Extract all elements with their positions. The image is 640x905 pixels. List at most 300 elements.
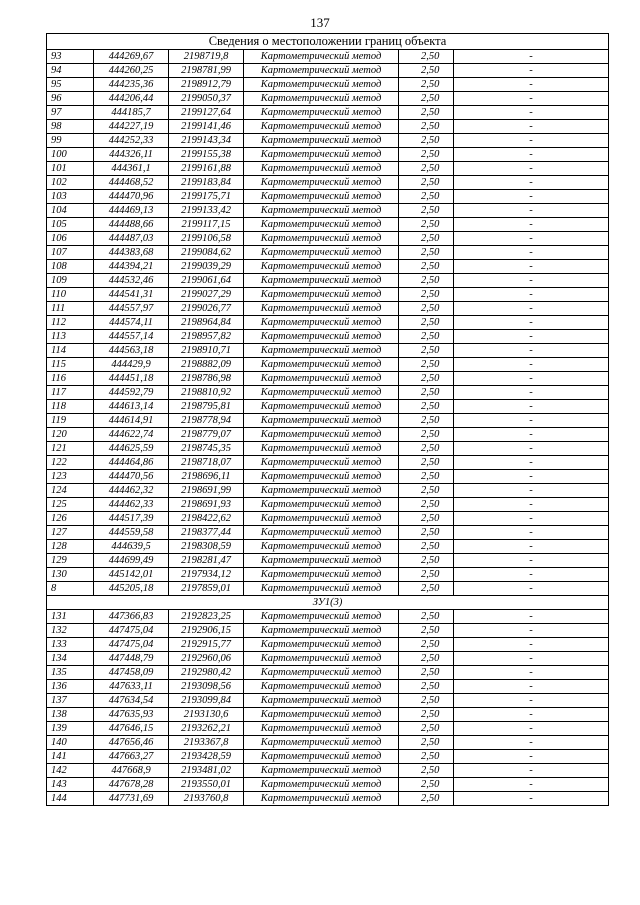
method-cell: Картометрический метод <box>244 568 399 582</box>
method-cell: Картометрический метод <box>244 526 399 540</box>
coord-x-cell: 444326,11 <box>94 148 169 162</box>
method-cell: Картометрический метод <box>244 50 399 64</box>
method-cell: Картометрический метод <box>244 78 399 92</box>
table-row <box>47 386 609 400</box>
coord-y-cell: 2199133,42 <box>169 204 244 218</box>
table-row <box>47 414 609 428</box>
method-cell: Картометрический метод <box>244 792 399 806</box>
table-row <box>47 400 609 414</box>
coord-y-cell: 2193262,21 <box>169 722 244 736</box>
description-cell: - <box>454 204 609 218</box>
coord-y-cell: 2199061,64 <box>169 274 244 288</box>
method-cell: Картометрический метод <box>244 162 399 176</box>
coord-y-cell: 2199026,77 <box>169 302 244 316</box>
description-cell: - <box>454 344 609 358</box>
accuracy-cell: 2,50 <box>399 442 454 456</box>
coord-x-cell: 447663,27 <box>94 750 169 764</box>
table-row <box>47 120 609 134</box>
method-cell: Картометрический метод <box>244 582 399 596</box>
description-cell: - <box>454 50 609 64</box>
accuracy-cell: 2,50 <box>399 120 454 134</box>
point-number-cell: 102 <box>47 176 94 190</box>
description-cell: - <box>454 428 609 442</box>
accuracy-cell: 2,50 <box>399 148 454 162</box>
accuracy-cell: 2,50 <box>399 666 454 680</box>
accuracy-cell: 2,50 <box>399 736 454 750</box>
table-row <box>47 316 609 330</box>
point-number-cell: 125 <box>47 498 94 512</box>
method-cell: Картометрический метод <box>244 736 399 750</box>
coord-x-cell: 445205,18 <box>94 582 169 596</box>
coord-y-cell: 2198795,81 <box>169 400 244 414</box>
method-cell: Картометрический метод <box>244 134 399 148</box>
coord-y-cell: 2198882,09 <box>169 358 244 372</box>
accuracy-cell: 2,50 <box>399 414 454 428</box>
accuracy-cell: 2,50 <box>399 176 454 190</box>
accuracy-cell: 2,50 <box>399 372 454 386</box>
coord-x-cell: 447678,28 <box>94 778 169 792</box>
method-cell: Картометрический метод <box>244 722 399 736</box>
table-row <box>47 554 609 568</box>
point-number-cell: 99 <box>47 134 94 148</box>
coord-y-cell: 2198957,82 <box>169 330 244 344</box>
description-cell: - <box>454 568 609 582</box>
coord-y-cell: 2193550,01 <box>169 778 244 792</box>
point-number-cell: 130 <box>47 568 94 582</box>
table-row <box>47 610 609 624</box>
accuracy-cell: 2,50 <box>399 624 454 638</box>
coord-x-cell: 444574,11 <box>94 316 169 330</box>
description-cell: - <box>454 624 609 638</box>
coord-y-cell: 2199175,71 <box>169 190 244 204</box>
description-cell: - <box>454 638 609 652</box>
method-cell: Картометрический метод <box>244 694 399 708</box>
accuracy-cell: 2,50 <box>399 778 454 792</box>
table-row <box>47 778 609 792</box>
method-cell: Картометрический метод <box>244 484 399 498</box>
coord-x-cell: 445142,01 <box>94 568 169 582</box>
description-cell: - <box>454 302 609 316</box>
description-cell: - <box>454 148 609 162</box>
coord-y-cell: 2199141,46 <box>169 120 244 134</box>
method-cell: Картометрический метод <box>244 148 399 162</box>
table-row <box>47 92 609 106</box>
coord-y-cell: 2198691,93 <box>169 498 244 512</box>
table-row <box>47 106 609 120</box>
method-cell: Картометрический метод <box>244 778 399 792</box>
accuracy-cell: 2,50 <box>399 232 454 246</box>
method-cell: Картометрический метод <box>244 372 399 386</box>
description-cell: - <box>454 722 609 736</box>
method-cell: Картометрический метод <box>244 414 399 428</box>
coord-y-cell: 2192960,06 <box>169 652 244 666</box>
coord-x-cell: 444206,44 <box>94 92 169 106</box>
accuracy-cell: 2,50 <box>399 106 454 120</box>
coord-x-cell: 444517,39 <box>94 512 169 526</box>
coord-y-cell: 2198281,47 <box>169 554 244 568</box>
description-cell: - <box>454 750 609 764</box>
accuracy-cell: 2,50 <box>399 498 454 512</box>
point-number-cell: 93 <box>47 50 94 64</box>
method-cell: Картометрический метод <box>244 624 399 638</box>
coord-x-cell: 444614,91 <box>94 414 169 428</box>
accuracy-cell: 2,50 <box>399 134 454 148</box>
method-cell: Картометрический метод <box>244 232 399 246</box>
coord-x-cell: 444394,21 <box>94 260 169 274</box>
method-cell: Картометрический метод <box>244 302 399 316</box>
point-number-cell: 105 <box>47 218 94 232</box>
table-row <box>47 372 609 386</box>
accuracy-cell: 2,50 <box>399 288 454 302</box>
method-cell: Картометрический метод <box>244 750 399 764</box>
point-number-cell: 96 <box>47 92 94 106</box>
coord-x-cell: 444462,33 <box>94 498 169 512</box>
coord-x-cell: 447633,11 <box>94 680 169 694</box>
accuracy-cell: 2,50 <box>399 78 454 92</box>
point-number-cell: 8 <box>47 582 94 596</box>
coord-x-cell: 444622,74 <box>94 428 169 442</box>
point-number-cell: 129 <box>47 554 94 568</box>
coord-y-cell: 2193098,56 <box>169 680 244 694</box>
accuracy-cell: 2,50 <box>399 162 454 176</box>
accuracy-cell: 2,50 <box>399 358 454 372</box>
point-number-cell: 119 <box>47 414 94 428</box>
table-row <box>47 456 609 470</box>
point-number-cell: 95 <box>47 78 94 92</box>
table-row <box>47 190 609 204</box>
coord-x-cell: 444185,7 <box>94 106 169 120</box>
coord-x-cell: 444227,19 <box>94 120 169 134</box>
coord-y-cell: 2198912,79 <box>169 78 244 92</box>
accuracy-cell: 2,50 <box>399 316 454 330</box>
table-row <box>47 274 609 288</box>
description-cell: - <box>454 666 609 680</box>
point-number-cell: 123 <box>47 470 94 484</box>
point-number-cell: 107 <box>47 246 94 260</box>
method-cell: Картометрический метод <box>244 680 399 694</box>
method-cell: Картометрический метод <box>244 120 399 134</box>
coord-x-cell: 444559,58 <box>94 526 169 540</box>
method-cell: Картометрический метод <box>244 260 399 274</box>
table-title-row <box>47 34 609 50</box>
point-number-cell: 128 <box>47 540 94 554</box>
coord-y-cell: 2199106,58 <box>169 232 244 246</box>
accuracy-cell: 2,50 <box>399 792 454 806</box>
method-cell: Картометрический метод <box>244 666 399 680</box>
point-number-cell: 135 <box>47 666 94 680</box>
coord-x-cell: 447475,04 <box>94 638 169 652</box>
method-cell: Картометрический метод <box>244 358 399 372</box>
method-cell: Картометрический метод <box>244 428 399 442</box>
point-number-cell: 136 <box>47 680 94 694</box>
table-row <box>47 358 609 372</box>
point-number-cell: 113 <box>47 330 94 344</box>
description-cell: - <box>454 134 609 148</box>
accuracy-cell: 2,50 <box>399 260 454 274</box>
method-cell: Картометрический метод <box>244 106 399 120</box>
method-cell: Картометрический метод <box>244 456 399 470</box>
table-row <box>47 694 609 708</box>
coord-x-cell: 444532,46 <box>94 274 169 288</box>
coord-x-cell: 444260,25 <box>94 64 169 78</box>
description-cell: - <box>454 610 609 624</box>
coord-y-cell: 2198422,62 <box>169 512 244 526</box>
method-cell: Картометрический метод <box>244 274 399 288</box>
description-cell: - <box>454 330 609 344</box>
accuracy-cell: 2,50 <box>399 540 454 554</box>
table-row <box>47 162 609 176</box>
coord-x-cell: 447458,09 <box>94 666 169 680</box>
description-cell: - <box>454 652 609 666</box>
coord-y-cell: 2193760,8 <box>169 792 244 806</box>
coord-y-cell: 2197934,12 <box>169 568 244 582</box>
table-row <box>47 176 609 190</box>
coord-x-cell: 444541,31 <box>94 288 169 302</box>
coord-x-cell: 444557,97 <box>94 302 169 316</box>
description-cell: - <box>454 708 609 722</box>
table-row <box>47 232 609 246</box>
table-row <box>47 764 609 778</box>
coord-y-cell: 2199161,88 <box>169 162 244 176</box>
coord-x-cell: 444470,96 <box>94 190 169 204</box>
point-number-cell: 103 <box>47 190 94 204</box>
table-row <box>47 540 609 554</box>
point-number-cell: 131 <box>47 610 94 624</box>
coord-y-cell: 2199127,64 <box>169 106 244 120</box>
method-cell: Картометрический метод <box>244 442 399 456</box>
method-cell: Картометрический метод <box>244 330 399 344</box>
coord-y-cell: 2199143,34 <box>169 134 244 148</box>
description-cell: - <box>454 92 609 106</box>
accuracy-cell: 2,50 <box>399 428 454 442</box>
table-row <box>47 344 609 358</box>
table-row <box>47 288 609 302</box>
table-row <box>47 666 609 680</box>
method-cell: Картометрический метод <box>244 400 399 414</box>
coord-y-cell: 2193130,6 <box>169 708 244 722</box>
point-number-cell: 142 <box>47 764 94 778</box>
description-cell: - <box>454 498 609 512</box>
point-number-cell: 127 <box>47 526 94 540</box>
table-row <box>47 204 609 218</box>
point-number-cell: 144 <box>47 792 94 806</box>
coord-x-cell: 447635,93 <box>94 708 169 722</box>
coord-x-cell: 444269,67 <box>94 50 169 64</box>
table-row <box>47 218 609 232</box>
accuracy-cell: 2,50 <box>399 344 454 358</box>
coord-x-cell: 447366,83 <box>94 610 169 624</box>
description-cell: - <box>454 176 609 190</box>
table-row <box>47 792 609 806</box>
description-cell: - <box>454 456 609 470</box>
description-cell: - <box>454 218 609 232</box>
method-cell: Картометрический метод <box>244 540 399 554</box>
coord-y-cell: 2192915,77 <box>169 638 244 652</box>
coord-x-cell: 444464,86 <box>94 456 169 470</box>
table-row <box>47 750 609 764</box>
coord-y-cell: 2198691,99 <box>169 484 244 498</box>
description-cell: - <box>454 582 609 596</box>
point-number-cell: 122 <box>47 456 94 470</box>
coord-y-cell: 2199050,37 <box>169 92 244 106</box>
method-cell: Картометрический метод <box>244 554 399 568</box>
coord-y-cell: 2199027,29 <box>169 288 244 302</box>
coord-x-cell: 444613,14 <box>94 400 169 414</box>
section-header-row <box>47 596 609 610</box>
point-number-cell: 97 <box>47 106 94 120</box>
accuracy-cell: 2,50 <box>399 302 454 316</box>
accuracy-cell: 2,50 <box>399 218 454 232</box>
coord-y-cell: 2198377,44 <box>169 526 244 540</box>
description-cell: - <box>454 162 609 176</box>
point-number-cell: 118 <box>47 400 94 414</box>
accuracy-cell: 2,50 <box>399 204 454 218</box>
coord-y-cell: 2192823,25 <box>169 610 244 624</box>
coord-y-cell: 2199117,15 <box>169 218 244 232</box>
point-number-cell: 115 <box>47 358 94 372</box>
boundary-coordinates-table <box>46 33 609 806</box>
description-cell: - <box>454 106 609 120</box>
table-row <box>47 512 609 526</box>
accuracy-cell: 2,50 <box>399 512 454 526</box>
method-cell: Картометрический метод <box>244 316 399 330</box>
description-cell: - <box>454 386 609 400</box>
point-number-cell: 109 <box>47 274 94 288</box>
point-number-cell: 110 <box>47 288 94 302</box>
table-row <box>47 568 609 582</box>
coord-y-cell: 2199155,38 <box>169 148 244 162</box>
description-cell: - <box>454 540 609 554</box>
table-row <box>47 442 609 456</box>
method-cell: Картометрический метод <box>244 218 399 232</box>
point-number-cell: 141 <box>47 750 94 764</box>
table-row <box>47 64 609 78</box>
point-number-cell: 101 <box>47 162 94 176</box>
accuracy-cell: 2,50 <box>399 652 454 666</box>
point-number-cell: 108 <box>47 260 94 274</box>
point-number-cell: 137 <box>47 694 94 708</box>
table-row <box>47 428 609 442</box>
point-number-cell: 98 <box>47 120 94 134</box>
accuracy-cell: 2,50 <box>399 92 454 106</box>
accuracy-cell: 2,50 <box>399 610 454 624</box>
section-label: ЗУ1(3) <box>47 596 609 610</box>
coord-y-cell: 2193481,02 <box>169 764 244 778</box>
coord-x-cell: 444429,9 <box>94 358 169 372</box>
coord-y-cell: 2198745,35 <box>169 442 244 456</box>
coord-x-cell: 444487,03 <box>94 232 169 246</box>
coord-x-cell: 447448,79 <box>94 652 169 666</box>
point-number-cell: 133 <box>47 638 94 652</box>
description-cell: - <box>454 400 609 414</box>
coord-x-cell: 444639,5 <box>94 540 169 554</box>
accuracy-cell: 2,50 <box>399 330 454 344</box>
point-number-cell: 112 <box>47 316 94 330</box>
method-cell: Картометрический метод <box>244 64 399 78</box>
coord-x-cell: 447475,04 <box>94 624 169 638</box>
point-number-cell: 100 <box>47 148 94 162</box>
accuracy-cell: 2,50 <box>399 750 454 764</box>
method-cell: Картометрический метод <box>244 386 399 400</box>
point-number-cell: 120 <box>47 428 94 442</box>
coord-y-cell: 2193099,84 <box>169 694 244 708</box>
description-cell: - <box>454 316 609 330</box>
accuracy-cell: 2,50 <box>399 274 454 288</box>
description-cell: - <box>454 78 609 92</box>
coord-y-cell: 2198810,92 <box>169 386 244 400</box>
coord-y-cell: 2199084,62 <box>169 246 244 260</box>
accuracy-cell: 2,50 <box>399 568 454 582</box>
accuracy-cell: 2,50 <box>399 526 454 540</box>
method-cell: Картометрический метод <box>244 92 399 106</box>
coord-y-cell: 2198781,99 <box>169 64 244 78</box>
accuracy-cell: 2,50 <box>399 638 454 652</box>
coord-y-cell: 2193367,8 <box>169 736 244 750</box>
description-cell: - <box>454 120 609 134</box>
coord-y-cell: 2192980,42 <box>169 666 244 680</box>
table-row <box>47 736 609 750</box>
table-row <box>47 624 609 638</box>
coord-y-cell: 2198696,11 <box>169 470 244 484</box>
method-cell: Картометрический метод <box>244 288 399 302</box>
accuracy-cell: 2,50 <box>399 386 454 400</box>
point-number-cell: 104 <box>47 204 94 218</box>
accuracy-cell: 2,50 <box>399 554 454 568</box>
table-row <box>47 260 609 274</box>
description-cell: - <box>454 554 609 568</box>
accuracy-cell: 2,50 <box>399 764 454 778</box>
point-number-cell: 126 <box>47 512 94 526</box>
accuracy-cell: 2,50 <box>399 708 454 722</box>
coord-x-cell: 444699,49 <box>94 554 169 568</box>
table-row <box>47 484 609 498</box>
coord-x-cell: 444451,18 <box>94 372 169 386</box>
point-number-cell: 111 <box>47 302 94 316</box>
coord-x-cell: 447656,46 <box>94 736 169 750</box>
coord-x-cell: 444462,32 <box>94 484 169 498</box>
coord-x-cell: 447668,9 <box>94 764 169 778</box>
coord-x-cell: 444592,79 <box>94 386 169 400</box>
coord-x-cell: 444468,52 <box>94 176 169 190</box>
coord-y-cell: 2198308,59 <box>169 540 244 554</box>
description-cell: - <box>454 232 609 246</box>
accuracy-cell: 2,50 <box>399 400 454 414</box>
coord-y-cell: 2199039,29 <box>169 260 244 274</box>
point-number-cell: 138 <box>47 708 94 722</box>
table-row <box>47 78 609 92</box>
coord-y-cell: 2198786,98 <box>169 372 244 386</box>
coord-x-cell: 444383,68 <box>94 246 169 260</box>
method-cell: Картометрический метод <box>244 610 399 624</box>
description-cell: - <box>454 512 609 526</box>
coord-x-cell: 444469,13 <box>94 204 169 218</box>
table-row <box>47 330 609 344</box>
coord-x-cell: 444625,59 <box>94 442 169 456</box>
point-number-cell: 124 <box>47 484 94 498</box>
coord-y-cell: 2192906,15 <box>169 624 244 638</box>
description-cell: - <box>454 190 609 204</box>
description-cell: - <box>454 778 609 792</box>
table-row <box>47 50 609 64</box>
coord-x-cell: 444361,1 <box>94 162 169 176</box>
description-cell: - <box>454 260 609 274</box>
table-row <box>47 638 609 652</box>
method-cell: Картометрический метод <box>244 176 399 190</box>
accuracy-cell: 2,50 <box>399 484 454 498</box>
coord-y-cell: 2198964,84 <box>169 316 244 330</box>
description-cell: - <box>454 736 609 750</box>
coord-x-cell: 447731,69 <box>94 792 169 806</box>
